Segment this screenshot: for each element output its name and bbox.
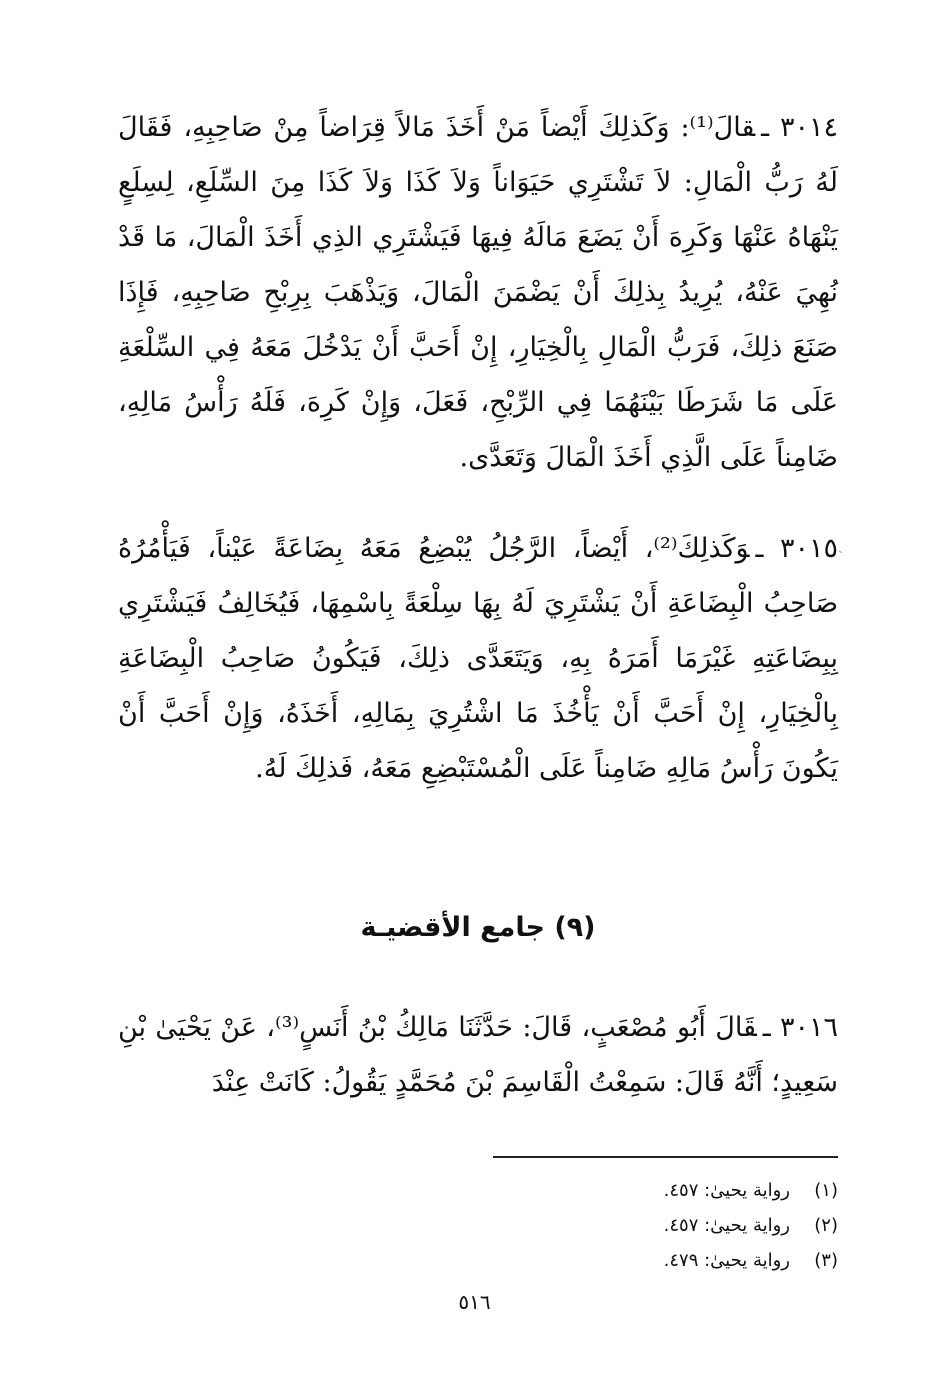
paragraph-number: ٣٠١٥ ـ: [755, 533, 839, 564]
footnote: [400, 1173, 838, 1208]
paragraph-3016: [118, 1000, 838, 1110]
page-number: ٥١٦: [458, 1290, 491, 1314]
paragraph-number: ٣٠١٦ ـ: [762, 1012, 838, 1043]
margin-mark: ˎ: [838, 538, 843, 554]
footnote-text: رواية يحيىٰ: ٤٧٩.: [663, 1250, 790, 1271]
footnote-number: (٣): [814, 1250, 838, 1271]
paragraph-text: وَكَذلِكَ⁽²⁾، أَيْضاً، الرَّجُلُ يُبْضِعُ مَعَهُ بِضَاعَةً عَيْناً، فَيَأْمُرُهُ صَاحِبُ الْبِضَاعَةِ أَنْ يَشْتَرِيَ لَهُ بِهَا سِلْعَةً بِاسْمِهَا، فَيُخَالِفُ فَيَشْتَرِي بِبِضَاعَتِهِ غَيْرَمَا أَمَرَهُ بِهِ، وَيَتَعَدَّى ذلِكَ، فَيَكُونُ صَاحِبُ الْبِضَاعَةِ بِالْخِيَارِ، إِنْ أَحَبَّ أَنْ يَأْخُذَ مَا اشْتُرِيَ بِمَالِهِ، أَخَذَهُ، وَإِنْ أَحَبَّ أَنْ يَكُونَ رَأْسُ مَالِهِ ضَامِناً عَلَى الْمُسْتَبْضِعِ مَعَهُ، فَذلِكَ لَهُ.: [118, 533, 838, 784]
paragraph-3014: [118, 100, 838, 485]
paragraph-number: ٣٠١٤ ـ: [761, 112, 838, 143]
section-heading: (٩) جامع الأقضيـة: [360, 912, 596, 943]
footnote-number: (١): [814, 1180, 838, 1201]
paragraph-text: قَالَ أَبُو مُصْعَبٍ، قَالَ: حَدَّثَنَا مَالِكُ بْنُ أَنَسٍ⁽³⁾، عَنْ يَحْيَىٰ بْنِ سَعِيدٍ؛ أَنَّهُ قَالَ: سَمِعْتُ الْقَاسِمَ بْنَ مُحَمَّدٍ يَقُولُ: كَانَتْ عِنْدَ: [118, 1012, 838, 1098]
paragraph-3015: [118, 521, 838, 796]
footnote-number: (٢): [814, 1215, 838, 1236]
footnote-text: رواية يحيىٰ: ٤٥٧.: [663, 1215, 790, 1236]
footnote: [400, 1243, 838, 1278]
footnotes: [400, 1173, 838, 1278]
footnote-text: رواية يحيىٰ: ٤٥٧.: [663, 1180, 790, 1201]
footnote: [400, 1208, 838, 1243]
paragraph-text: قالَ⁽¹⁾: وَكَذلِكَ أَيْضاً مَنْ أَخَذَ مَالاً قِرَاضاً مِنْ صَاحِبِهِ، فَقَالَ لَهُ رَبُّ الْمَالِ: لاَ تَشْتَرِي حَيَوَاناً وَلاَ كَذَا وَلاَ كَذَا مِنَ السِّلَعِ، لِسِلَعٍ يَنْهَاهُ عَنْهَا وَكَرِهَ أَنْ يَضَعَ مَالَهُ فِيهَا فَيَشْتَرِي الذِي أَخَذَ الْمَالَ، مَا قَدْ نُهِيَ عَنْهُ، يُرِيدُ بِذلِكَ أَنْ يَضْمَنَ الْمَالَ، وَيَذْهَبَ بِرِبْحِ صَاحِبِهِ، فَإِذَا صَنَعَ ذلِكَ، فَرَبُّ الْمَالِ بِالْخِيَارِ، إِنْ أَحَبَّ أَنْ يَدْخُلَ مَعَهُ فِي السِّلْعَةِ عَلَى مَا شَرَطَا بَيْنَهُمَا فِي الرِّبْحِ، فَعَلَ، وَإِنْ كَرِهَ، فَلَهُ رَأْسُ مَالِهِ، ضَامِناً عَلَى الَّذِي أَخَذَ الْمَالَ وَتَعَدَّى.: [118, 112, 838, 473]
footnote-divider: [493, 1156, 838, 1158]
